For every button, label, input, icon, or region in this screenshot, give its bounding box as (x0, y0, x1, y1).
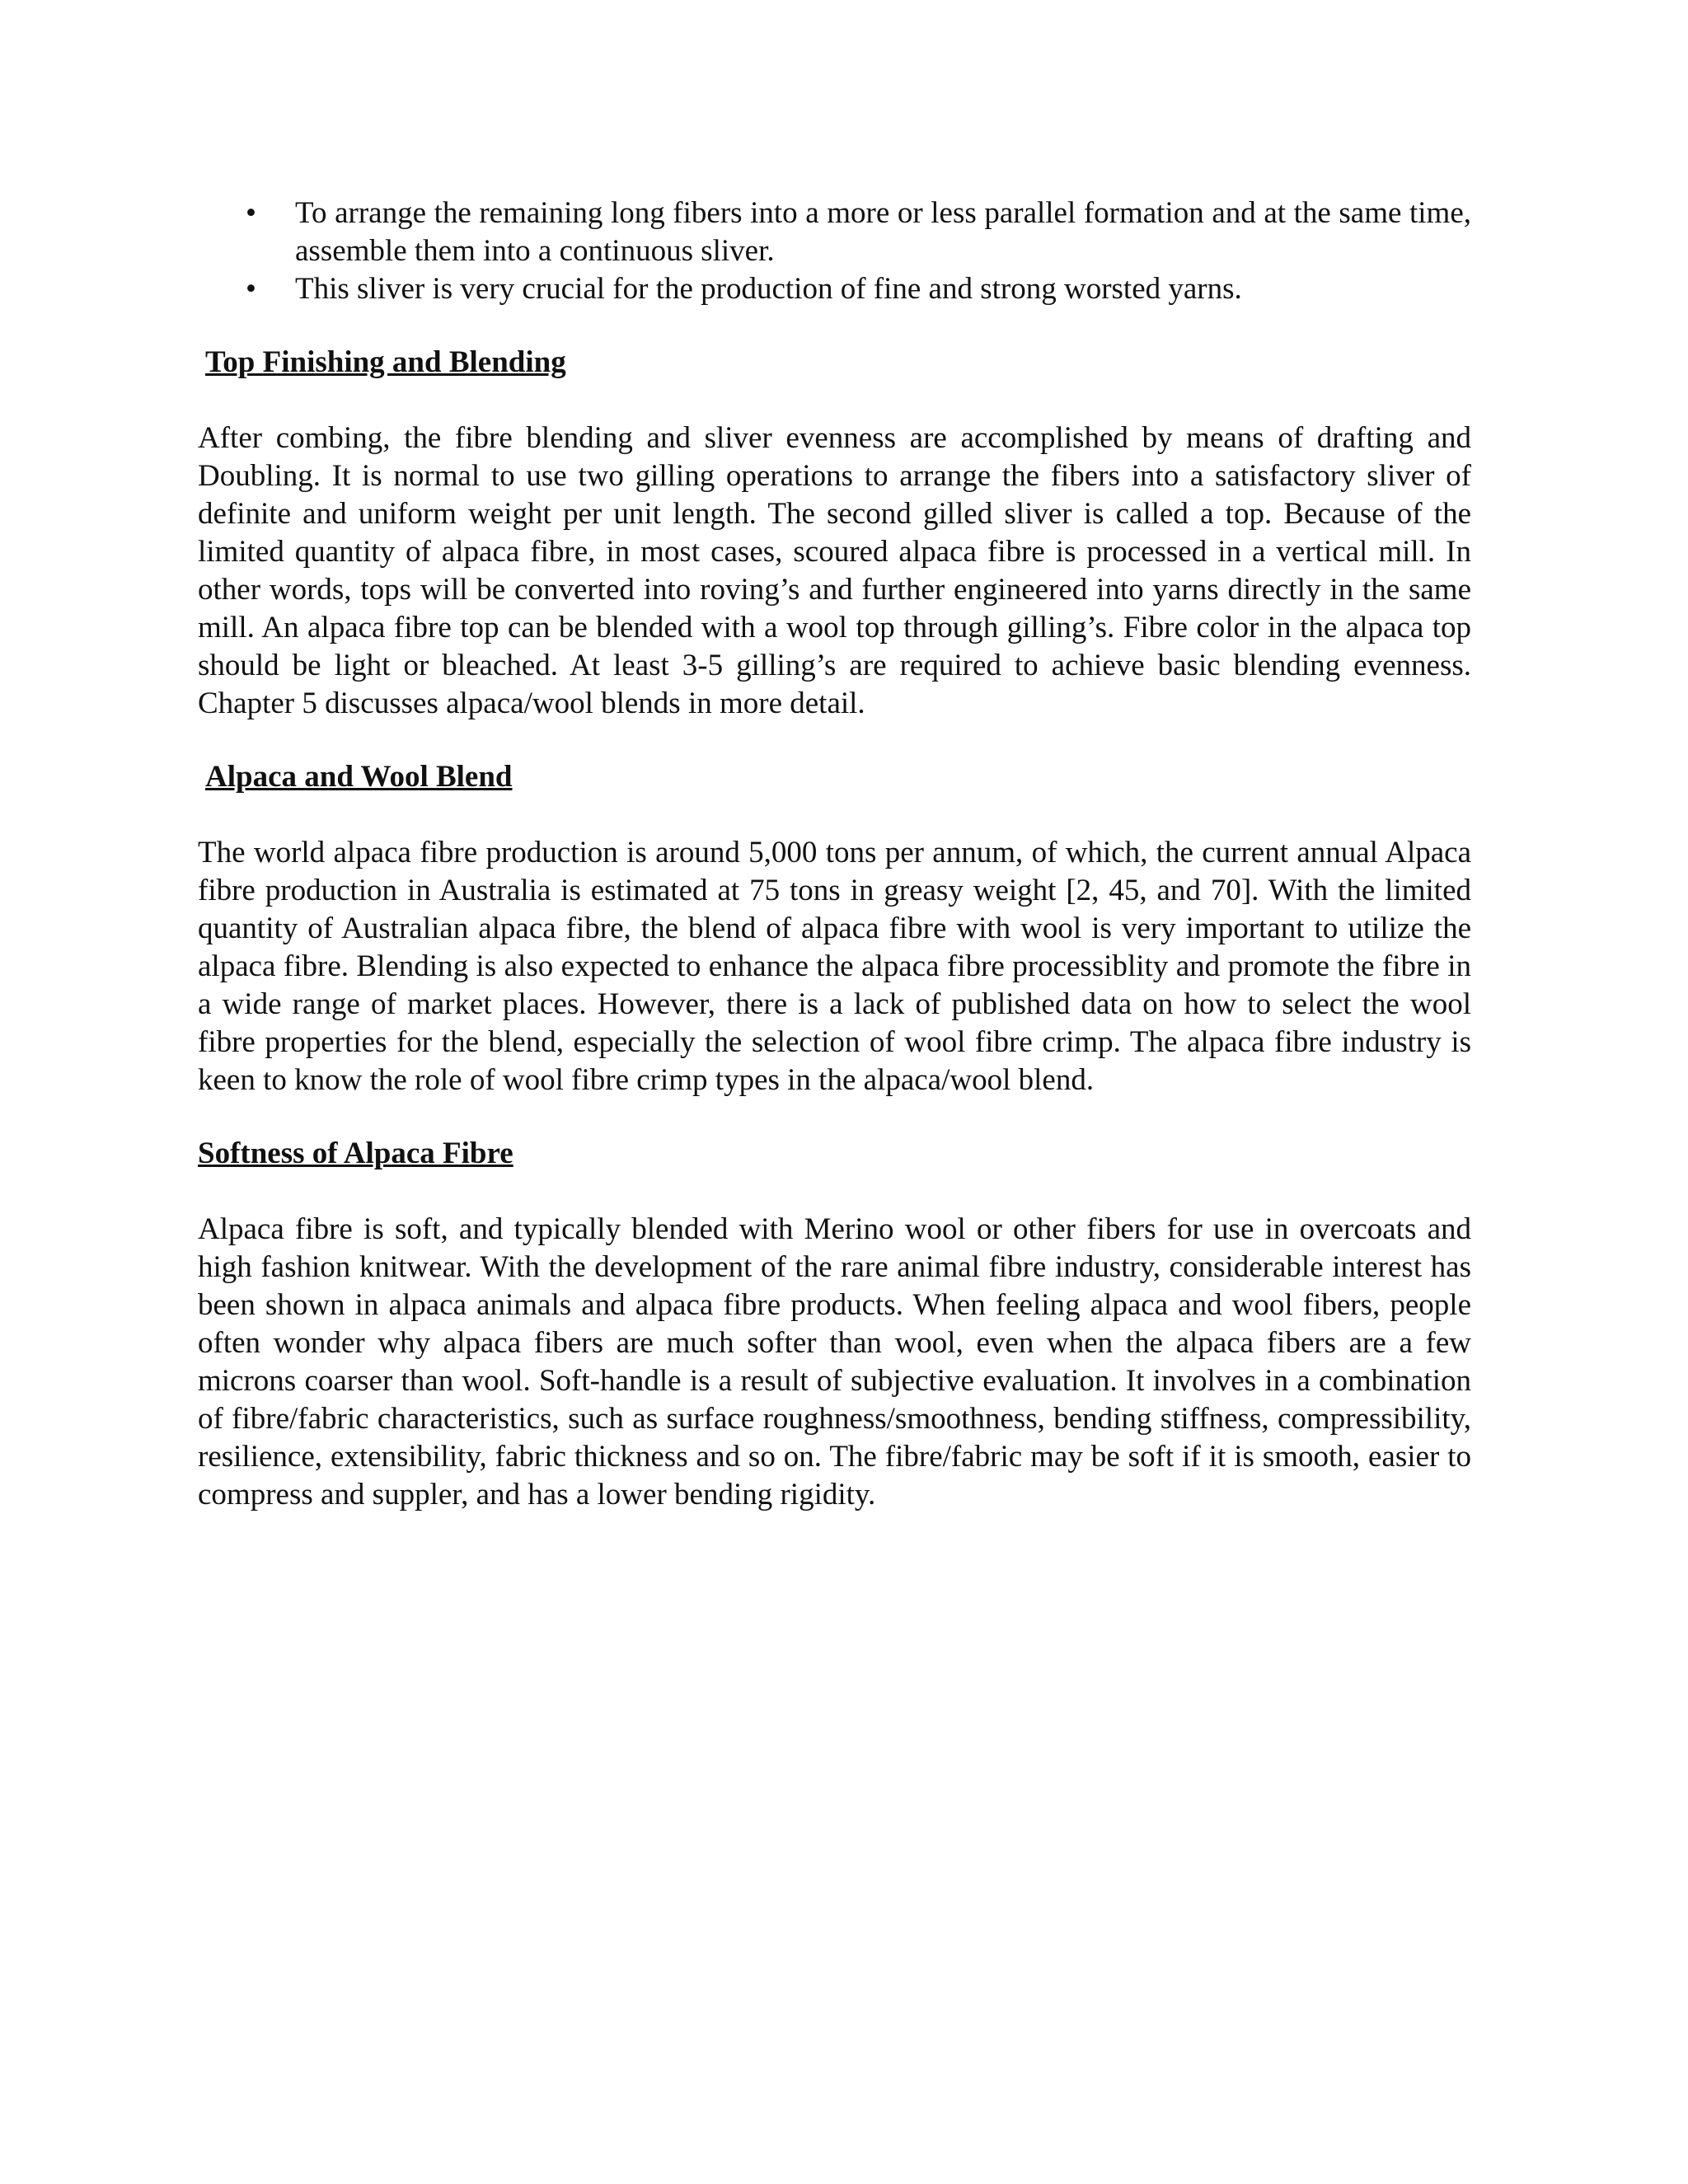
section-body-softness: Alpaca fibre is soft, and typically blended with Merino wool or other fibers for use in overcoats and high fashion knitwear. With the development of the rare animal fibre industry, considerable interest has been shown in alpaca animals and alpaca fibre products. When feeling alpaca and wool fibers, people often wonder why alpaca fibers are much softer than wool, even when the alpaca fibers are a few microns coarser than wool. Soft-handle is a result of subjective evaluation. It involves in a combination of fibre/fabric characteristics, such as surface roughness/smoothness, bending stiffness, compressibility, resilience, extensibility, fabric thickness and so on. The fibre/fabric may be soft if it is smooth, easier to compress and suppler, and has a lower bending rigidity. (198, 1212, 1471, 1511)
section-body-top-finishing: After combing, the fibre blending and sliver evenness are accomplished by means of drafting and Doubling. It is normal to use two gilling operations to arrange the fibers into a satisfactory sliver of definite and uniform weight per unit length. The second gilled sliver is called a top. Because of the limited quantity of alpaca fibre, in most cases, scoured alpaca fibre is processed in a vertical mill. In other words, tops will be converted into roving’s and further engineered into yarns directly in the same mill. An alpaca fibre top can be blended with a wool top through gilling’s. Fibre color in the alpaca top should be light or bleached. At least 3-5 gilling’s are required to achieve basic blending evenness. Chapter 5 discusses alpaca/wool blends in more detail. (198, 421, 1471, 720)
bullet-item (198, 270, 1471, 308)
bullet-icon: • (246, 272, 256, 306)
bullet-text: To arrange the remaining long fibers into a more or less parallel formation and at the same time, assemble them into a continuous sliver. (295, 196, 1471, 268)
section-heading-softness: Softness of Alpaca Fibre (198, 1137, 513, 1170)
bullet-text: This sliver is very crucial for the production of fine and strong worsted yarns. (295, 272, 1242, 306)
bullet-icon: • (246, 196, 256, 230)
bullet-list (198, 194, 1471, 308)
document-page (198, 194, 1471, 1514)
bullet-item (198, 194, 1471, 270)
section-body-alpaca-wool-blend: The world alpaca fibre production is around 5,000 tons per annum, of which, the current annual Alpaca fibre production in Australia is estimated at 75 tons in greasy weight [2, 45, and 70]. With the limited quantity of Australian alpaca fibre, the blend of alpaca fibre with wool is very important to utilize the alpaca fibre. Blending is also expected to enhance the alpaca fibre processiblity and promote the fibre in a wide range of market places. However, there is a lack of published data on how to select the wool fibre properties for the blend, especially the selection of wool fibre crimp. The alpaca fibre industry is keen to know the role of wool fibre crimp types in the alpaca/wool blend. (198, 836, 1471, 1097)
section-heading-alpaca-wool-blend: Alpaca and Wool Blend (205, 760, 513, 794)
section-heading-top-finishing: Top Finishing and Blending (205, 345, 566, 379)
